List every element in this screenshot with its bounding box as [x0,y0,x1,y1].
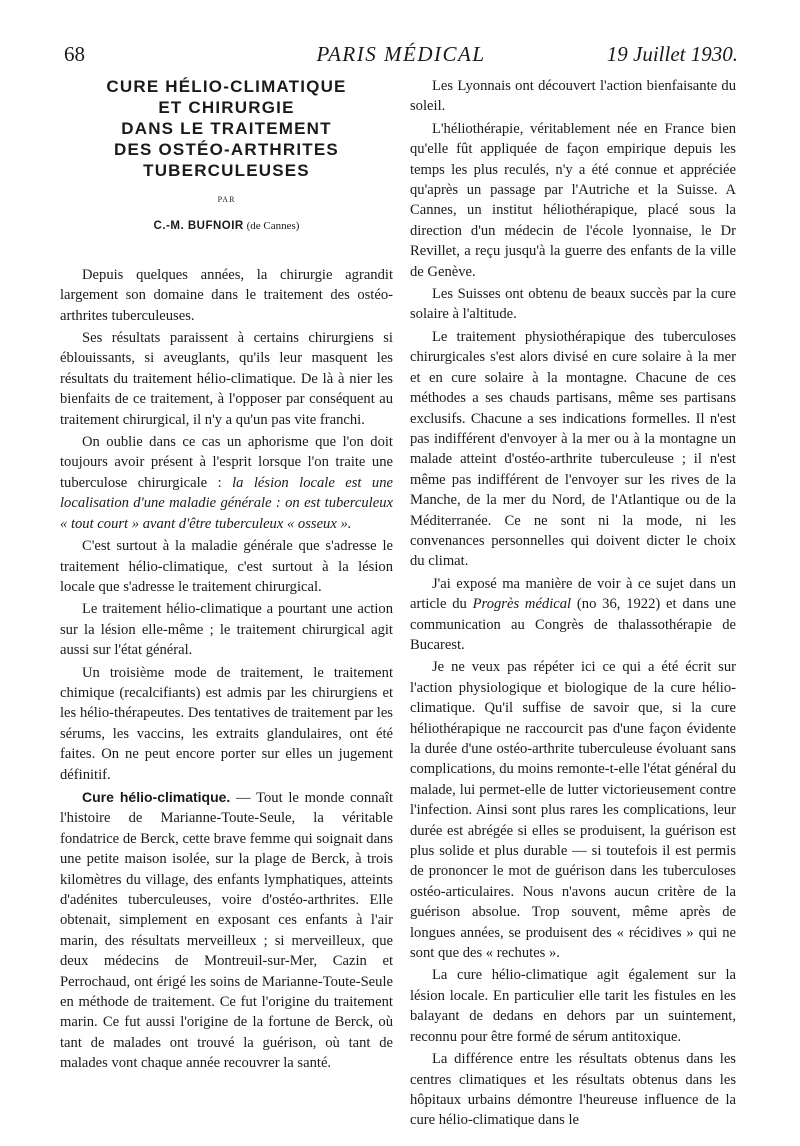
paragraph-text: On oublie dans ce cas un aphorisme que l'on doit toujours avoir présent à l'esprit lorsque l'on traite une tuberculose chirurgicale : [60,434,393,491]
paragraph: Je ne veux pas répéter ici ce qui a été écrit sur l'action physiologique et biologique de la cure hélio-climatique. Qu'il suffise de savoir que, si la cure héliothérapique ne raccourcit pas d'une façon évidente la durée d'une ostéo-arthrite tuberculeuse évoluant sans complications, du moins remonte-t-elle l'état général du malade, lui permet-elle de lutter victorieusement contre l'infection. Ainsi sont plus rares les complications, leur durée est abrégée si elles se produisent, la guérison est plus solide et plus durable — si toutefois il est permis de prononcer le mot de guérison dans les tuberculoses ostéo-articulaires. Nous n'avons aucun critère de la guérison absolue. Trop souvent, même après de longues années, se produisent des « récidives » qui ne sont que des « rechutes ». [410,659,736,962]
right-column [410,76,736,1133]
page-header [64,42,738,66]
paragraph: La cure hélio-climatique agit également sur la lésion locale. En particulier elle tarit les fistules en les balayant de dedans en dehors par un suintement, reconnu pour être formé de sérum antitoxique. [410,967,736,1045]
article-title-line: TUBERCULEUSES [143,161,310,180]
author-name: C.-M. BUFNOIR [153,220,244,233]
paragraph: Le traitement hélio-climatique a pourtant une action sur la lésion elle-même ; le traitement chirurgical agit aussi sur l'état général. [60,601,393,659]
paragraph: Le traitement physiothérapique des tuberculoses chirurgicales s'est alors divisé en cure solaire à la mer et en cure solaire à la montagne. Chacune de ces méthodes a ses chauds partisans, même ses partisans exclusifs. Chacune a ses indications formelles. Il n'est pas indifférent d'envoyer à la mer ou à la montagne un malade atteint d'ostéo-arthrite tuberculeuse ; il n'est même pas indifférent de l'envoyer sur les rives de la Manche, de la mer du Nord, de l'Atlantique ou de la Méditerranée. Ce ne sont ni la mode, ni les convenances personnelles qui doivent dicter le choix du climat. [410,328,736,570]
paragraph-text: J'ai exposé ma manière de voir à ce sujet dans un article du [410,575,736,613]
paragraph: C'est surtout à la maladie générale que s'adresse le traitement hélio-climatique, c'est surtout à la lésion locale que s'adresse le traitement chirurgical. [60,538,393,595]
left-column [60,76,393,1076]
article-title-line: CURE HÉLIO-CLIMATIQUE [106,77,347,96]
journal-reference-italic: Progrès médical [472,596,572,613]
paragraph: Depuis quelques années, la chirurgie agrandit largement son domaine dans le traitement des ostéo-arthrites tuberculeuses. [60,266,393,324]
paragraph [60,432,393,534]
article-title-line: ET CHIRURGIE [158,98,295,117]
article-title-line: DES OSTÉO-ARTHRITES [114,140,339,159]
section-subheading: Cure hélio-climatique. [82,788,231,805]
page-number: 68 [64,42,85,66]
journal-title: PARIS MÉDICAL [316,42,486,66]
issue-date: 19 Juillet 1930. [606,42,738,66]
paragraph: Un troisième mode de traitement, le traitement chimique (recalcifiants) est admis par les chirurgiens et les hélio-thérapeutes. Des tentatives de traitement par les sérums, les vaccins, les extraits glandulaires, ont été faites. On ne peut encore porter sur elles un jugement définitif. [60,664,393,783]
paragraph [60,787,393,1074]
paragraph-text: — Tout le monde connaît l'histoire de Marianne-Toute-Seule, la véritable fondatrice de Berck, cette brave femme qui soignait dans une petite maison isolée, sur la plage de Berck, à trois kilomètres du village, des enfants lymphatiques, atteints d'adénites tuberculeuses, voire d'ostéo-arthrites. Elle obtenait, simplement en exposant ces enfants à l'air marin, des résultats merveilleux ; si merveilleux, que deux médecins de Montreuil-sur-Mer, Cazin et Perrochaud, ont érigé les soins de Marianne-Toute-Seule en méthode de traitement. Ce fut l'origine du traitement marin. Ce fut aussi l'origine de la fortune de Berck, où tant de malades ont trouvé la guérison, où tant de malades vont chaque année recouvrer la santé. [60,789,394,1072]
paragraph [410,574,736,656]
paragraph: Ses résultats paraissent à certains chirurgiens si éblouissants, si aveuglants, qu'ils leur masquent les résultats du traitement hélio-climatique. De là à nier les bienfaits de ce traitement, à l'opposer par conséquent au traitement chirurgical, il n'y a qu'un pas vite franchi. [60,330,393,428]
paragraph: Les Lyonnais ont découvert l'action bienfaisante du soleil. [410,78,736,115]
byline-par: PAR [217,195,236,204]
paragraph: Les Suisses ont obtenu de beaux succès par la cure solaire à l'altitude. [410,286,736,323]
paragraph: L'héliothérapie, véritablement née en France bien qu'elle fût appliquée de façon empirique depuis les temps les plus reculés, n'y a été connue et appréciée qu'après un passage par l'Autriche et la Suisse. A Cannes, un institut héliothérapique, placé sous la direction d'un médecin de l'école lyonnaise, le Dr Revillet, a reçu jusqu'à la guerre des enfants de la ville de Genève. [410,120,736,280]
byline [60,216,393,236]
article-title-line: DANS LE TRAITEMENT [121,119,332,138]
aphorism-italic: la lésion locale est une localisation d'une maladie générale : on est tuberculeux « tout court » avant d'être tuberculeux « osseux ». [60,474,393,532]
paragraph-text: (no 36, 1922) et dans une communication au Congrès de thalassothérapie de Bucarest. [410,596,736,653]
author-place: (de Cannes) [246,220,300,233]
article-title-block [60,76,393,237]
paragraph: La différence entre les résultats obtenus dans les centres climatiques et les résultats obtenus dans les hôpitaux urbains démontre l'heureuse influence de la cure hélio-climatique dans le [410,1051,736,1129]
